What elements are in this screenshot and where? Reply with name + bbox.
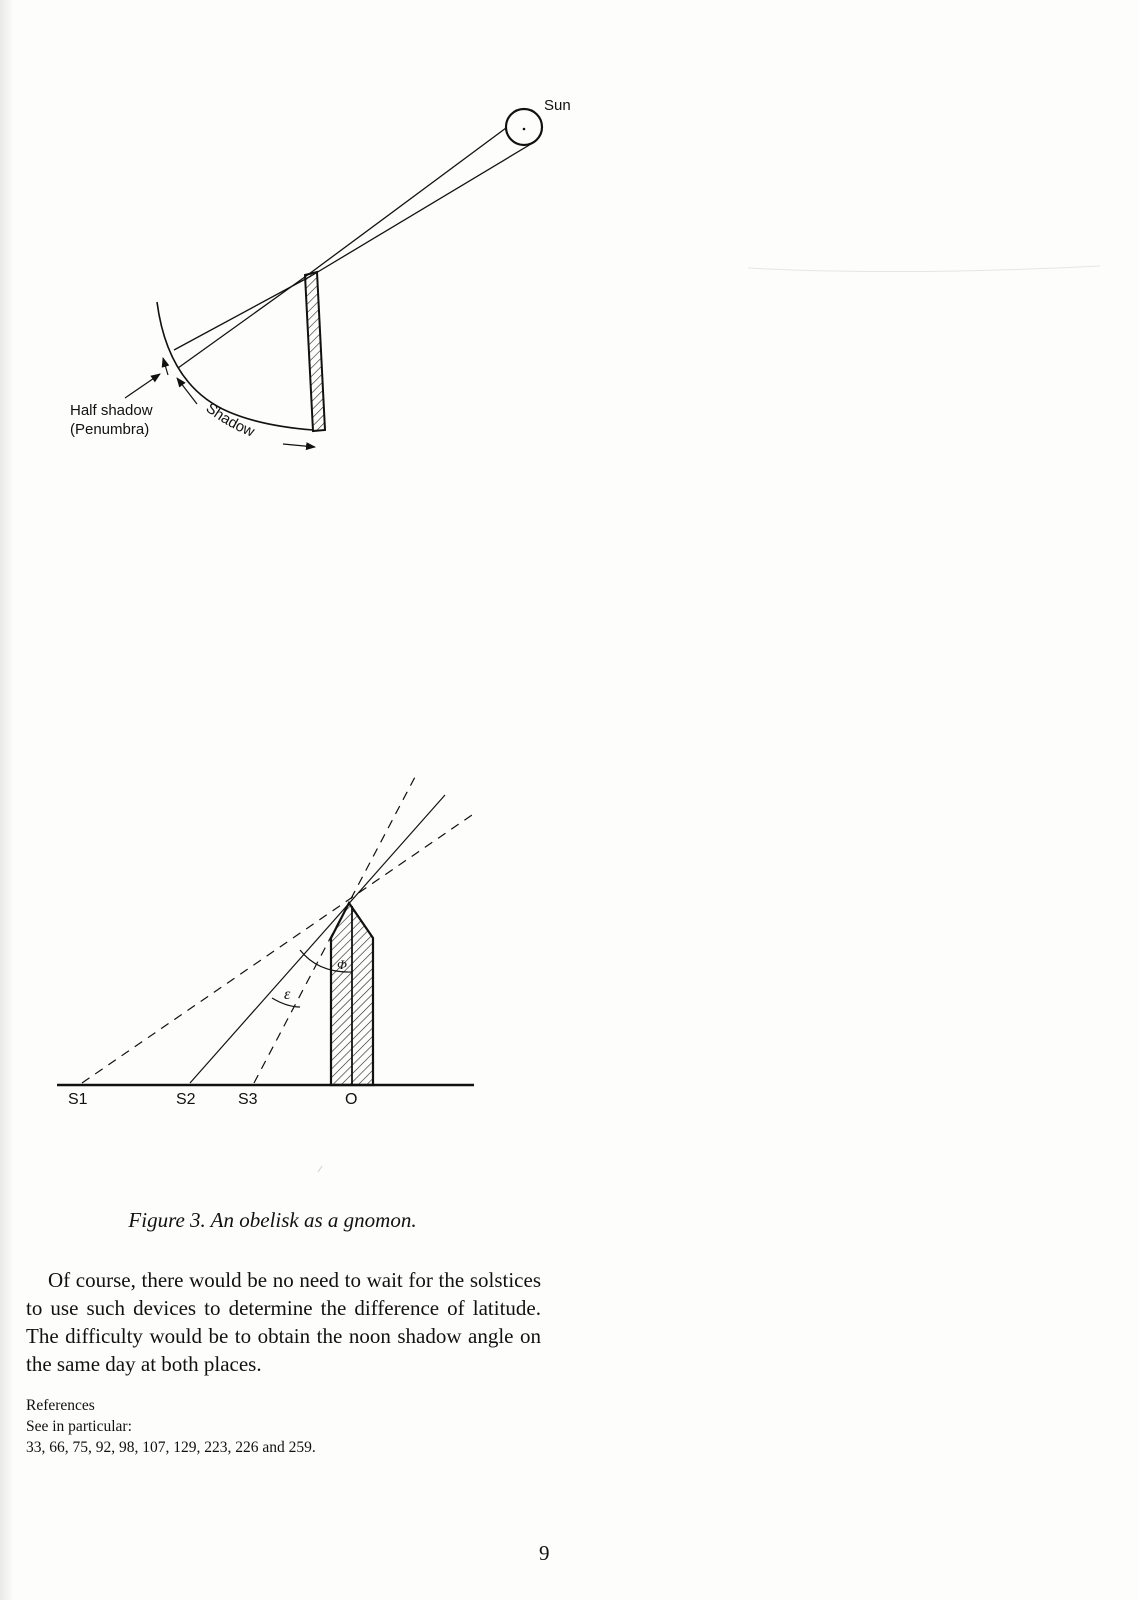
sun-disc — [506, 109, 542, 145]
ground-label-o: O — [345, 1091, 358, 1108]
obelisk-diagram — [57, 777, 474, 1108]
sun-ray-dashed-s1 — [82, 815, 472, 1083]
body-paragraph: Of course, there would be no need to wait for the solstices to use such devices to determine the difference of latitude. The difficulty would be to obtain the noon shadow angle on the same day at both places. — [26, 1268, 541, 1376]
half-shadow-label-1: Half shadow — [70, 402, 153, 419]
sun-ray-solid — [190, 795, 445, 1083]
shadow-diagram — [70, 97, 571, 447]
ray-to-penumbra-edge — [174, 276, 311, 350]
references-intro: See in particular: — [26, 1418, 132, 1435]
angle-phi-label: Φ — [337, 957, 347, 972]
references-list: 33, 66, 75, 92, 98, 107, 129, 223, 226 and 259. — [26, 1439, 316, 1456]
sun-center-dot — [523, 128, 526, 131]
penumbra-arrow-2 — [163, 358, 168, 375]
penumbra-arrow-1 — [125, 374, 160, 398]
references-block — [26, 1395, 316, 1458]
sun-label: Sun — [544, 97, 571, 114]
scan-artifact-line — [748, 266, 1100, 272]
ground-label-s3: S3 — [238, 1091, 258, 1108]
sun-ray-upper — [309, 128, 506, 274]
shadow-arrow-left — [177, 378, 197, 404]
half-shadow-label-2: (Penumbra) — [70, 421, 150, 438]
shadow-label: Shadow — [202, 399, 257, 441]
shadow-arrow-right — [283, 444, 315, 447]
figure-caption: Figure 3. An obelisk as a gnomon. — [128, 1208, 417, 1232]
page-number: 9 — [539, 1541, 550, 1565]
angle-epsilon-label: ε — [284, 986, 291, 1003]
sun-ray-lower — [311, 141, 536, 276]
ground-label-s1: S1 — [68, 1091, 88, 1108]
gnomon-rod — [305, 272, 325, 431]
scan-artifact-tick — [318, 1166, 322, 1172]
references-heading: References — [26, 1397, 95, 1414]
ground-label-s2: S2 — [176, 1091, 196, 1108]
